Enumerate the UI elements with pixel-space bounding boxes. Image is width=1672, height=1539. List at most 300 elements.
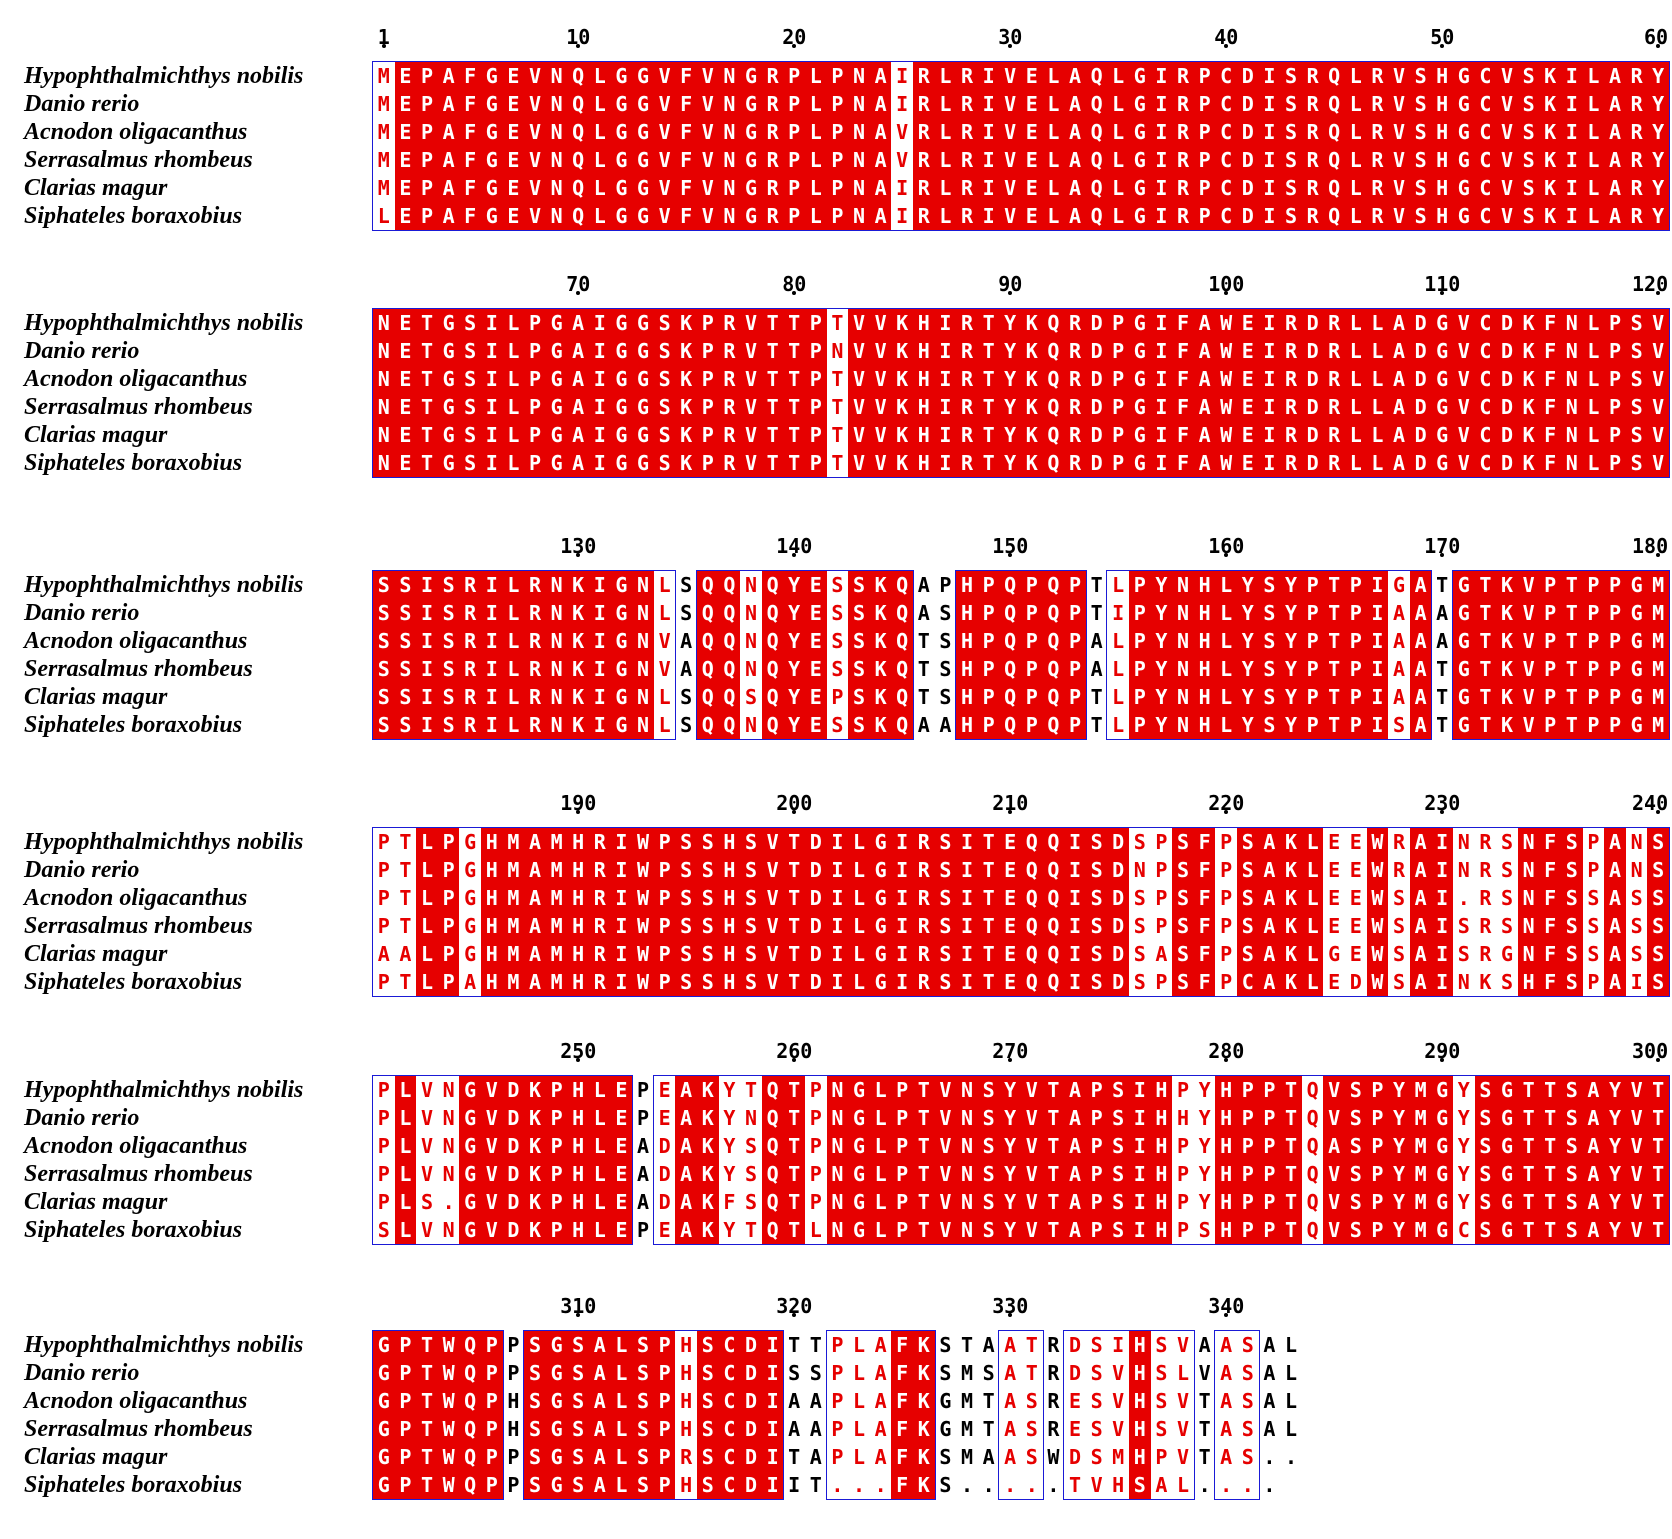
- residue: S: [1086, 856, 1108, 884]
- residue: Y: [999, 365, 1021, 393]
- residue: P: [438, 828, 460, 856]
- residue: T: [831, 395, 844, 419]
- residue: D: [503, 1076, 525, 1104]
- residue: L: [416, 968, 438, 996]
- residue: S: [1410, 174, 1432, 202]
- residue: R: [913, 940, 935, 968]
- residue: K: [1280, 968, 1302, 996]
- residue: L: [1345, 393, 1367, 421]
- residue: N: [442, 1134, 455, 1158]
- residue: R: [762, 118, 784, 146]
- residue: S: [1172, 884, 1194, 912]
- residue: I: [896, 204, 909, 228]
- residue: R: [913, 912, 935, 940]
- residue: P: [416, 174, 438, 202]
- residue: A: [1388, 449, 1410, 477]
- residue: S: [524, 1443, 546, 1471]
- residue: L: [870, 1160, 892, 1188]
- residue: S: [978, 1216, 1000, 1244]
- residue: P: [1302, 571, 1324, 599]
- residue: G: [1626, 655, 1648, 683]
- residue: G: [1431, 365, 1453, 393]
- residue: I: [956, 884, 978, 912]
- residue: L: [1367, 393, 1389, 421]
- residue: H: [1431, 90, 1453, 118]
- residue: K: [1496, 571, 1518, 599]
- residue: M: [377, 176, 390, 200]
- residue: I: [589, 337, 611, 365]
- residue: L: [852, 1445, 865, 1469]
- residue: V: [1453, 309, 1475, 337]
- residue: G: [848, 1104, 870, 1132]
- residue: Q: [697, 599, 719, 627]
- residue: V: [1453, 365, 1475, 393]
- residue: G: [1129, 449, 1151, 477]
- residue: E: [503, 202, 525, 230]
- residue: P: [377, 1106, 390, 1130]
- residue: L: [503, 627, 525, 655]
- residue: L: [805, 202, 827, 230]
- residue: G: [611, 309, 633, 337]
- residue: .: [1457, 886, 1470, 910]
- residue: G: [546, 1331, 568, 1359]
- residue: G: [848, 1076, 870, 1104]
- residue: P: [1155, 914, 1168, 938]
- residue: N: [1518, 884, 1540, 912]
- residue: V: [896, 148, 909, 172]
- residue: K: [697, 1104, 719, 1132]
- residue: R: [956, 365, 978, 393]
- residue: A: [675, 1104, 697, 1132]
- residue: V: [654, 62, 676, 90]
- residue: K: [1021, 421, 1043, 449]
- residue: P: [1604, 571, 1626, 599]
- residue: S: [1561, 1132, 1583, 1160]
- residue: G: [373, 1443, 395, 1471]
- residue: T: [783, 337, 805, 365]
- residue: W: [1215, 309, 1237, 337]
- residue: I: [762, 1387, 784, 1415]
- residue: G: [481, 174, 503, 202]
- residue: P: [1064, 627, 1086, 655]
- residue: V: [848, 421, 870, 449]
- residue: D: [740, 1471, 762, 1499]
- residue: S: [675, 912, 697, 940]
- residue: K: [697, 1076, 719, 1104]
- residue: N: [1561, 449, 1583, 477]
- residue: H: [567, 856, 589, 884]
- residue: R: [1280, 337, 1302, 365]
- residue: S: [1155, 1389, 1168, 1413]
- residue: G: [1453, 62, 1475, 90]
- residue: R: [719, 309, 741, 337]
- residue: W: [438, 1415, 460, 1443]
- residue: S: [675, 828, 697, 856]
- residue: Q: [697, 655, 719, 683]
- residue: G: [632, 449, 654, 477]
- residue: S: [1647, 968, 1669, 996]
- residue: Q: [1021, 828, 1043, 856]
- residue: Q: [459, 1415, 481, 1443]
- residue: I: [1064, 912, 1086, 940]
- residue: S: [831, 601, 844, 625]
- residue: A: [675, 1188, 697, 1216]
- residue: P: [891, 1216, 913, 1244]
- residue: I: [1112, 601, 1125, 625]
- residue: D: [1237, 174, 1259, 202]
- residue: I: [1431, 912, 1453, 940]
- residue: S: [935, 884, 957, 912]
- residue: R: [913, 146, 935, 174]
- residue: E: [1237, 393, 1259, 421]
- residue: Q: [719, 683, 741, 711]
- residue: A: [870, 174, 892, 202]
- residue: R: [1172, 174, 1194, 202]
- residue: H: [1194, 571, 1216, 599]
- residue: H: [1129, 1359, 1151, 1387]
- residue: G: [1431, 449, 1453, 477]
- residue: K: [1021, 309, 1043, 337]
- residue: G: [1626, 571, 1648, 599]
- residue: F: [891, 1415, 913, 1443]
- residue: Y: [1280, 655, 1302, 683]
- residue: G: [1496, 1216, 1518, 1244]
- residue: I: [956, 912, 978, 940]
- position-number: 20: [782, 25, 807, 49]
- residue: L: [935, 62, 957, 90]
- residue: I: [416, 627, 438, 655]
- residue: R: [524, 655, 546, 683]
- residue: Q: [1043, 309, 1065, 337]
- residue: S: [1241, 1333, 1254, 1357]
- residue: Q: [1043, 365, 1065, 393]
- residue: S: [740, 828, 762, 856]
- residue: R: [956, 309, 978, 337]
- residue: V: [697, 202, 719, 230]
- residue: L: [589, 146, 611, 174]
- residue: G: [1453, 174, 1475, 202]
- residue: S: [744, 685, 757, 709]
- residue: V: [1176, 1389, 1189, 1413]
- residue: D: [1086, 365, 1108, 393]
- residue: L: [611, 1387, 633, 1415]
- residue: Y: [1151, 711, 1173, 739]
- residue: I: [1151, 309, 1173, 337]
- residue: M: [503, 828, 525, 856]
- residue: P: [831, 1361, 844, 1385]
- residue: N: [827, 1076, 849, 1104]
- residue: T: [1475, 711, 1497, 739]
- residue: G: [373, 1387, 395, 1415]
- residue: P: [654, 1443, 676, 1471]
- residue: D: [1302, 393, 1324, 421]
- residue: P: [1129, 711, 1151, 739]
- species-name: Acnodon oligacanthus: [24, 1388, 248, 1414]
- residue: A: [1410, 968, 1432, 996]
- residue: S: [744, 1134, 757, 1158]
- residue: P: [1302, 683, 1324, 711]
- residue: A: [1410, 940, 1432, 968]
- residue: F: [1539, 421, 1561, 449]
- residue: I: [589, 393, 611, 421]
- residue: S: [1561, 912, 1583, 940]
- residue: Q: [1323, 90, 1345, 118]
- residue: A: [874, 1417, 887, 1441]
- residue: S: [697, 1471, 719, 1499]
- residue: V: [697, 146, 719, 174]
- residue: I: [481, 421, 503, 449]
- residue: K: [1518, 393, 1540, 421]
- residue: G: [546, 1443, 568, 1471]
- residue: L: [658, 713, 671, 737]
- species-name: Danio rerio: [24, 600, 140, 626]
- residue: S: [373, 627, 395, 655]
- residue: T: [978, 365, 1000, 393]
- residue: M: [1647, 711, 1669, 739]
- residue: P: [524, 309, 546, 337]
- residue: S: [1025, 1389, 1038, 1413]
- residue: N: [373, 393, 395, 421]
- residue: R: [1280, 365, 1302, 393]
- residue: A: [675, 1132, 697, 1160]
- residue: K: [1280, 912, 1302, 940]
- residue: S: [1241, 1445, 1254, 1469]
- residue: S: [377, 1218, 390, 1242]
- residue: T: [1539, 1188, 1561, 1216]
- residue: S: [1518, 62, 1540, 90]
- residue: A: [1410, 571, 1432, 599]
- residue: A: [1604, 940, 1626, 968]
- residue: .: [1263, 1473, 1276, 1497]
- residue: D: [805, 968, 827, 996]
- residue: F: [891, 1471, 913, 1499]
- residue: A: [982, 1333, 995, 1357]
- residue: N: [956, 1132, 978, 1160]
- residue: S: [848, 599, 870, 627]
- residue: S: [395, 599, 417, 627]
- residue: K: [1518, 309, 1540, 337]
- residue: H: [481, 884, 503, 912]
- residue: N: [1518, 912, 1540, 940]
- residue: N: [831, 339, 844, 363]
- residue: S: [1561, 1188, 1583, 1216]
- residue: S: [675, 968, 697, 996]
- residue: L: [848, 884, 870, 912]
- residue: I: [611, 912, 633, 940]
- residue: S: [831, 629, 844, 653]
- species-name: Hypophthalmichthys nobilis: [24, 1332, 304, 1358]
- residue: P: [507, 1473, 520, 1497]
- residue: P: [697, 421, 719, 449]
- residue: G: [1453, 146, 1475, 174]
- residue: G: [1453, 599, 1475, 627]
- residue: P: [377, 830, 390, 854]
- residue: K: [1539, 90, 1561, 118]
- residue: P: [1345, 627, 1367, 655]
- residue: P: [1583, 655, 1605, 683]
- residue: R: [762, 146, 784, 174]
- residue: Q: [762, 683, 784, 711]
- position-number: 250: [560, 1039, 597, 1063]
- residue: L: [852, 1361, 865, 1385]
- residue: G: [611, 118, 633, 146]
- residue: W: [1215, 337, 1237, 365]
- residue: N: [373, 365, 395, 393]
- residue: V: [1112, 1417, 1125, 1441]
- residue: I: [762, 1359, 784, 1387]
- residue: Q: [1323, 118, 1345, 146]
- residue: H: [1151, 1076, 1173, 1104]
- residue: I: [827, 912, 849, 940]
- residue: P: [654, 1471, 676, 1499]
- residue: L: [805, 62, 827, 90]
- residue: K: [1280, 884, 1302, 912]
- residue: D: [658, 1134, 671, 1158]
- residue: Q: [762, 711, 784, 739]
- residue: R: [1367, 62, 1389, 90]
- residue: L: [1583, 174, 1605, 202]
- residue: A: [1388, 337, 1410, 365]
- position-number: 200: [776, 791, 813, 815]
- residue: .: [1241, 1473, 1254, 1497]
- residue: I: [1259, 337, 1281, 365]
- residue: I: [1561, 174, 1583, 202]
- species-name: Hypophthalmichthys nobilis: [24, 829, 304, 855]
- residue: T: [783, 1076, 805, 1104]
- residue: M: [1410, 1216, 1432, 1244]
- residue: K: [1539, 118, 1561, 146]
- residue: A: [1410, 683, 1432, 711]
- residue: F: [891, 1359, 913, 1387]
- residue: S: [1500, 830, 1513, 854]
- residue: K: [1496, 599, 1518, 627]
- residue: L: [805, 118, 827, 146]
- residue: I: [1151, 118, 1173, 146]
- residue: A: [870, 202, 892, 230]
- residue: P: [481, 1443, 503, 1471]
- residue: A: [524, 912, 546, 940]
- residue: G: [459, 1132, 481, 1160]
- residue: N: [1561, 337, 1583, 365]
- residue: L: [589, 174, 611, 202]
- residue: R: [524, 711, 546, 739]
- residue: S: [1237, 940, 1259, 968]
- residue: P: [377, 858, 390, 882]
- residue: V: [1388, 202, 1410, 230]
- residue: S: [978, 1076, 1000, 1104]
- residue: N: [956, 1216, 978, 1244]
- residue: Q: [697, 571, 719, 599]
- residue: G: [546, 337, 568, 365]
- residue: S: [675, 884, 697, 912]
- residue: T: [960, 1333, 973, 1357]
- residue: T: [978, 828, 1000, 856]
- residue: G: [611, 90, 633, 118]
- residue: T: [1323, 627, 1345, 655]
- residue: P: [1194, 174, 1216, 202]
- residue: Y: [1647, 62, 1669, 90]
- residue: M: [377, 92, 390, 116]
- residue: S: [935, 940, 957, 968]
- residue: A: [567, 449, 589, 477]
- residue: R: [1280, 309, 1302, 337]
- residue: S: [1345, 1160, 1367, 1188]
- residue: S: [1410, 146, 1432, 174]
- residue: V: [935, 1132, 957, 1160]
- residue: S: [1259, 599, 1281, 627]
- residue: I: [827, 940, 849, 968]
- residue: T: [416, 1359, 438, 1387]
- residue: T: [1518, 1160, 1540, 1188]
- residue: N: [373, 309, 395, 337]
- residue: P: [1086, 1132, 1108, 1160]
- residue: P: [1583, 627, 1605, 655]
- residue: T: [783, 912, 805, 940]
- residue: I: [1259, 202, 1281, 230]
- residue: L: [395, 1188, 417, 1216]
- residue: G: [632, 337, 654, 365]
- residue: M: [503, 856, 525, 884]
- position-number: 240: [1632, 791, 1669, 815]
- residue: N: [442, 1162, 455, 1186]
- residue: G: [1453, 571, 1475, 599]
- residue: G: [464, 830, 477, 854]
- residue: A: [1410, 627, 1432, 655]
- residue: S: [373, 683, 395, 711]
- residue: G: [373, 1359, 395, 1387]
- residue: H: [507, 1389, 520, 1413]
- residue: P: [546, 1132, 568, 1160]
- residue: G: [1431, 393, 1453, 421]
- residue: A: [1194, 309, 1216, 337]
- position-number: 40: [1214, 25, 1239, 49]
- residue: Q: [1323, 202, 1345, 230]
- residue: S: [680, 713, 693, 737]
- residue: T: [783, 421, 805, 449]
- residue: G: [611, 421, 633, 449]
- residue: L: [1302, 912, 1324, 940]
- residue: I: [1431, 828, 1453, 856]
- residue: G: [1453, 711, 1475, 739]
- residue: G: [438, 365, 460, 393]
- residue: H: [567, 1188, 589, 1216]
- residue: L: [658, 601, 671, 625]
- residue: N: [1630, 830, 1643, 854]
- residue: W: [1215, 421, 1237, 449]
- residue: L: [1583, 393, 1605, 421]
- position-number: 170: [1424, 534, 1461, 558]
- residue: A: [438, 62, 460, 90]
- residue: P: [805, 309, 827, 337]
- residue: T: [1323, 655, 1345, 683]
- residue: E: [1021, 62, 1043, 90]
- residue: P: [697, 393, 719, 421]
- residue: R: [1323, 337, 1345, 365]
- residue: Q: [1086, 90, 1108, 118]
- residue: G: [373, 1471, 395, 1499]
- residue: P: [1021, 683, 1043, 711]
- residue: S: [1090, 1445, 1103, 1469]
- residue: D: [1410, 421, 1432, 449]
- residue: H: [567, 1216, 589, 1244]
- residue: T: [416, 449, 438, 477]
- residue: K: [891, 421, 913, 449]
- residue: V: [654, 146, 676, 174]
- residue: P: [1583, 599, 1605, 627]
- residue: G: [1496, 1076, 1518, 1104]
- residue: R: [589, 968, 611, 996]
- residue: I: [589, 449, 611, 477]
